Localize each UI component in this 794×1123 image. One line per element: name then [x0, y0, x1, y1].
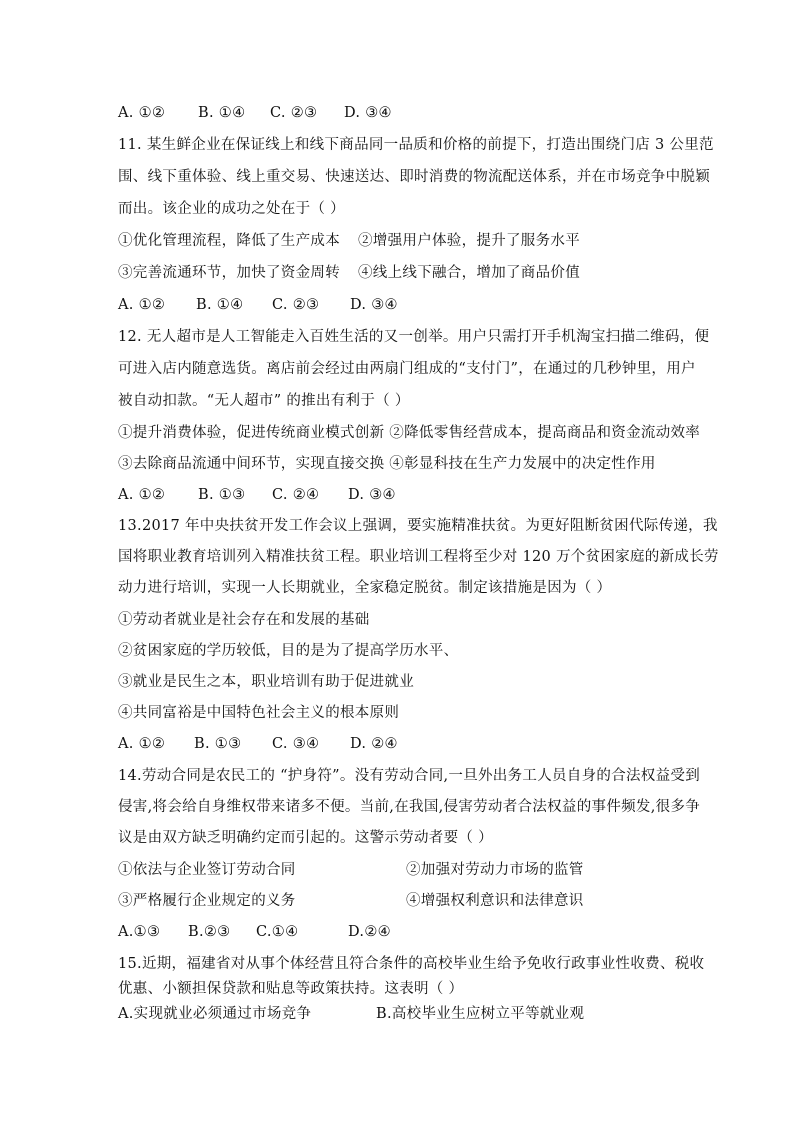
q10-option-a: A. ①②	[118, 105, 166, 121]
q13-item-4: ④共同富裕是中国特色社会主义的根本原则	[118, 705, 400, 721]
q13-options	[118, 735, 398, 753]
q11-stem-line-3: 而出。该企业的成功之处在于（ ）	[118, 201, 345, 217]
q11-option-d: D. ③④	[350, 297, 398, 313]
q11-item-1: ①优化管理流程，降低了生产成本	[118, 233, 340, 249]
q15-option-b: B.高校毕业生应树立平等就业观	[376, 1006, 585, 1022]
q11-item-2: ②增强用户体验，提升了服务水平	[358, 233, 580, 249]
q14-item-1: ①依法与企业签订劳动合同	[118, 862, 296, 878]
q13-stem-line-1: 13.2017 年中央扶贫开发工作会议上强调，要实施精准扶贫。为更好阻断贫困代际传递，我	[118, 518, 718, 534]
q12-options	[118, 486, 396, 504]
q13-item-2: ②贫困家庭的学历较低，目的是为了提高学历水平、	[118, 643, 459, 659]
q12-option-d: D. ③④	[348, 487, 396, 503]
q11-item-4: ④线上线下融合，增加了商品价值	[358, 265, 580, 281]
q14-options	[118, 923, 391, 941]
q14-item-4: ④增强权利意识和法律意识	[406, 893, 584, 909]
q13-item-1: ①劳动者就业是社会存在和发展的基础	[118, 612, 370, 628]
q14-option-c: C.①④	[256, 924, 299, 940]
q14-stem-line-1: 14.劳动合同是农民工的 “护身符”。没有劳动合同,一旦外出务工人员自身的合法权益受到	[118, 768, 700, 784]
q12-stem-line-3: 被自动扣款。“无人超市” 的推出有利于（ ）	[118, 393, 410, 409]
q11-stem-line-2: 围、线下重体验、线上重交易、快速送达、即时消费的物流配送体系，并在市场竞争中脱颖	[118, 169, 710, 185]
q13-option-d: D. ②④	[350, 736, 398, 752]
q13-option-a: A. ①②	[118, 736, 166, 752]
q11-option-c: C. ②③	[272, 297, 320, 313]
q10-options	[118, 104, 392, 122]
q10-option-b: B. ①④	[198, 105, 246, 121]
q14-option-a: A.①③	[118, 924, 161, 940]
q12-option-c: C. ②④	[272, 487, 320, 503]
q11-stem-line-1: 11. 某生鲜企业在保证线上和线下商品同一品质和价格的前提下，打造出围绕门店 3 公里范	[118, 137, 714, 153]
q10-option-d: D. ③④	[344, 105, 392, 121]
q13-option-b: B. ①③	[194, 736, 242, 752]
q14-option-d: D.②④	[348, 924, 391, 940]
q14-item-3: ③严格履行企业规定的义务	[118, 893, 296, 909]
q11-options	[118, 296, 398, 314]
q15-stem-line-1: 15.近期，福建省对从事个体经营且符合条件的高校毕业生给予免收行政事业性收费、税收	[118, 956, 705, 972]
q13-stem-line-3: 动力进行培训，实现一人长期就业，全家稳定脱贫。制定该措施是因为（ ）	[118, 580, 612, 596]
q15-stem-line-2: 优惠、小额担保贷款和贴息等政策扶持。这表明（ ）	[118, 981, 464, 997]
q15-options-row-1	[118, 1005, 678, 1023]
q12-item-row-1: ①提升消费体验，促进传统商业模式创新 ②降低零售经营成本，提高商品和资金流动效率	[118, 425, 701, 441]
q14-stem-line-3: 议是由双方缺乏明确约定而引起的。这警示劳动者要（ ）	[118, 830, 493, 846]
q11-item-3: ③完善流通环节，加快了资金周转	[118, 265, 340, 281]
q10-option-c: C. ②③	[270, 105, 318, 121]
q12-option-a: A. ①②	[118, 487, 166, 503]
q12-stem-line-2: 可进入店内随意选货。离店前会经过由两扇门组成的“支付门”，在通过的几秒钟里，用户	[118, 361, 696, 377]
q13-stem-line-2: 国将职业教育培训列入精准扶贫工程。职业培训工程将至少对 120 万个贫困家庭的新成长劳	[118, 549, 719, 565]
q12-item-row-2: ③去除商品流通中间环节，实现直接交换 ④彰显科技在生产力发展中的决定性作用	[118, 456, 656, 472]
q14-items-row-2	[118, 892, 678, 910]
q15-option-a: A.实现就业必须通过市场竞争	[118, 1006, 312, 1022]
q14-item-2: ②加强对劳动力市场的监管	[406, 862, 584, 878]
q11-items-row-2	[118, 264, 580, 282]
q11-option-a: A. ①②	[118, 297, 166, 313]
q14-option-b: B.②③	[188, 924, 231, 940]
q11-option-b: B. ①④	[196, 297, 244, 313]
q12-stem-line-1: 12. 无人超市是人工智能走入百姓生活的又一创举。用户只需打开手机淘宝扫描二维码，便	[118, 329, 710, 345]
q11-items-row-1	[118, 232, 580, 250]
q14-items-row-1	[118, 861, 678, 879]
q13-option-c: C. ③④	[272, 736, 320, 752]
q12-option-b: B. ①③	[198, 487, 246, 503]
q14-stem-line-2: 侵害,将会给自身维权带来诸多不便。当前,在我国,侵害劳动者合法权益的事件频发,很多争	[118, 799, 701, 815]
q13-item-3: ③就业是民生之本，职业培训有助于促进就业	[118, 674, 414, 690]
